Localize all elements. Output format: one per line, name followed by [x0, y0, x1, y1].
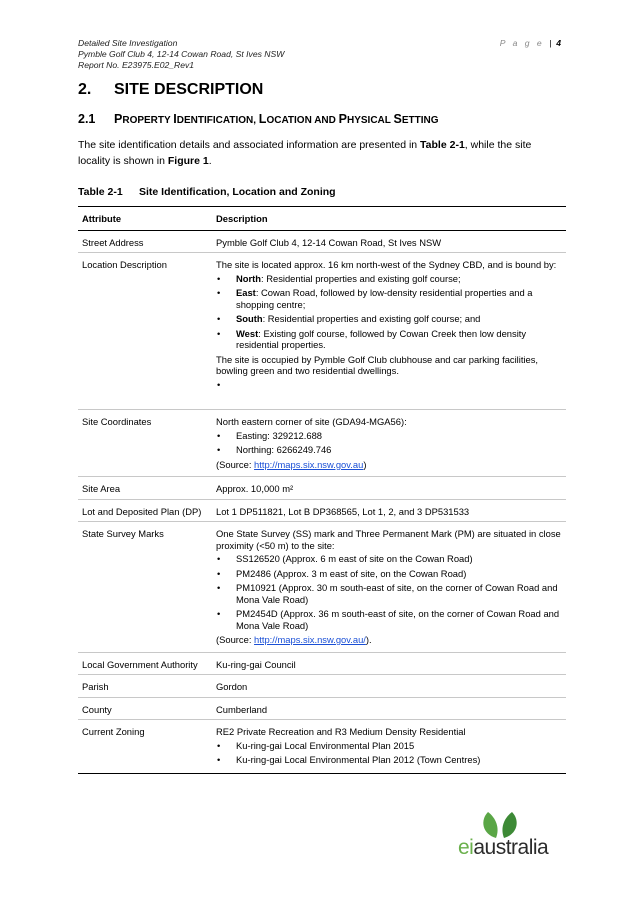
table-row	[78, 410, 566, 477]
list-item: • Ku-ring-gai Local Environmental Plan 2015	[216, 740, 562, 752]
direction-label: East	[236, 287, 256, 298]
logo-suffix: australia	[473, 836, 549, 859]
title-cap: L	[258, 112, 267, 126]
header-site: Pymble Golf Club 4, 12-14 Cowan Road, St Ives NSW	[78, 49, 285, 59]
row-value: Pymble Golf Club 4, 12-14 Cowan Road, St Ives NSW	[212, 230, 566, 253]
bullet-list	[216, 273, 562, 351]
cell-text: One State Survey (SS) mark and Three Permanent Mark (PM) are situated in close proximity (<50 m) to the site:	[216, 528, 561, 551]
table-number: Table 2-1	[78, 186, 123, 198]
col-header-description: Description	[212, 207, 566, 231]
direction-label: West	[236, 327, 259, 339]
row-value	[212, 410, 566, 477]
list-item	[216, 273, 562, 285]
direction-text: : Residential properties and existing golf course;	[261, 272, 461, 284]
title-cap: S	[393, 112, 402, 126]
row-label: Parish	[78, 675, 212, 698]
intro-text: , while the site locality is shown in	[78, 139, 532, 167]
intro-paragraph	[78, 137, 558, 169]
figure-ref: Figure 1	[167, 155, 209, 167]
direction-label: South	[236, 313, 263, 324]
running-header	[78, 38, 284, 71]
list-item: • Ku-ring-gai Local Environmental Plan 2012 (Town Centres)	[216, 754, 562, 766]
site-identification-table	[78, 206, 566, 774]
row-value	[212, 522, 566, 653]
table-row	[78, 720, 566, 774]
title-cap: P	[114, 112, 123, 126]
list-item: • PM2486 (Approx. 3 m east of site, on the Cowan Road)	[216, 568, 562, 580]
table-row	[78, 675, 566, 698]
row-label: Location Description	[78, 253, 212, 410]
title-small: OCATION AND	[266, 115, 339, 126]
table-row	[78, 499, 566, 522]
row-label: Site Area	[78, 477, 212, 500]
title-small: HYSICAL	[347, 115, 394, 126]
page-separator: |	[549, 38, 552, 48]
title-cap: I	[173, 112, 177, 126]
direction-text: : Residential properties and existing golf course; and	[262, 313, 481, 324]
source-link[interactable]: http://maps.six.nsw.gov.au	[254, 458, 364, 470]
header-doc-title: Detailed Site Investigation	[78, 38, 178, 48]
title-cap: P	[338, 112, 347, 126]
leaf-right-icon	[502, 812, 516, 838]
bullet-list	[216, 553, 562, 631]
list-item: • SS126520 (Approx. 6 m east of site on the Cowan Road)	[216, 553, 562, 565]
subsection-heading	[78, 112, 439, 126]
source-note	[216, 634, 562, 646]
list-item: • Easting: 329212.688	[216, 430, 562, 442]
source-text: ).	[365, 634, 372, 645]
row-label: County	[78, 697, 212, 720]
title-small: DENTIFICATION,	[176, 115, 259, 126]
logo-prefix: ei	[458, 836, 474, 859]
cell-text: North eastern corner of site (GDA94-MGA56):	[216, 416, 407, 427]
cell-text: RE2 Private Recreation and R3 Medium Density Residential	[216, 726, 466, 737]
page-num: 4	[556, 38, 561, 48]
section-number: 2.	[78, 81, 92, 98]
cell-text: The site is located approx. 16 km north-west of the Sydney CBD, and is bound by:	[216, 259, 557, 270]
row-value: Ku-ring-gai Council	[212, 652, 566, 675]
list-item	[216, 287, 562, 310]
row-value	[212, 253, 566, 410]
table-ref: Table 2-1	[420, 139, 465, 151]
row-label: State Survey Marks	[78, 522, 212, 653]
title-small: ETTING	[401, 115, 439, 126]
row-value: Lot 1 DP511821, Lot B DP368565, Lot 1, 2, and 3 DP531533	[212, 499, 566, 522]
row-label: Current Zoning	[78, 720, 212, 774]
table-title: Site Identification, Location and Zoning	[139, 186, 336, 198]
source-text: )	[363, 458, 367, 470]
list-item: • Northing: 6266249.746	[216, 444, 562, 456]
source-text: (Source:	[216, 458, 255, 470]
table-row	[78, 230, 566, 253]
list-item	[216, 328, 562, 351]
section-heading	[78, 81, 263, 99]
leaf-left-icon	[483, 812, 497, 838]
source-text: (Source:	[216, 634, 255, 645]
table-row	[78, 522, 566, 653]
table-row	[78, 253, 566, 410]
header-report-no: Report No. E23975.E02_Rev1	[78, 60, 195, 70]
col-header-attribute: Attribute	[78, 207, 212, 231]
page-label: P a g e	[499, 38, 545, 48]
table-caption	[78, 186, 336, 198]
direction-text: : Cowan Road, followed by low-density residential properties and a shopping centre;	[236, 287, 533, 310]
source-note	[216, 459, 562, 471]
subsection-number: 2.1	[78, 112, 96, 126]
table-row	[78, 697, 566, 720]
eiaustralia-logo	[458, 836, 548, 860]
bullet-list-empty	[216, 379, 562, 391]
row-value	[212, 720, 566, 774]
title-small: ROPERTY	[122, 115, 174, 126]
row-label: Site Coordinates	[78, 410, 212, 477]
bullet-list	[216, 430, 562, 456]
row-label: Lot and Deposited Plan (DP)	[78, 499, 212, 522]
page-number	[500, 38, 561, 48]
row-label: Local Government Authority	[78, 652, 212, 675]
table-header-row	[78, 207, 566, 231]
row-label: Street Address	[78, 230, 212, 253]
source-link[interactable]: http://maps.six.nsw.gov.au/	[254, 634, 366, 645]
empty-list-item	[216, 379, 562, 391]
row-value: Cumberland	[212, 697, 566, 720]
row-value: Approx. 10,000 m²	[212, 477, 566, 500]
direction-text: : Existing golf course, followed by Cowan Creek then low density residential properties.	[236, 327, 527, 350]
direction-label: North	[236, 272, 261, 284]
table-row	[78, 652, 566, 675]
section-title: SITE DESCRIPTION	[114, 81, 264, 98]
cell-text: The site is occupied by Pymble Golf Club clubhouse and car parking facilities, bowling green and two residential dwellings.	[216, 353, 539, 376]
list-item	[216, 313, 562, 325]
list-item: • PM10921 (Approx. 30 m south-east of site, on the corner of Cowan Road and Mona Vale Road)	[216, 582, 562, 605]
intro-text: The site identification details and associated information are presented in	[78, 139, 421, 151]
bullet-list	[216, 740, 562, 766]
row-value: Gordon	[212, 675, 566, 698]
list-item: • PM2454D (Approx. 36 m south-east of site, on the corner of Cowan Road and Mona Vale Road)	[216, 608, 562, 631]
table-row	[78, 477, 566, 500]
intro-text: .	[208, 155, 212, 167]
